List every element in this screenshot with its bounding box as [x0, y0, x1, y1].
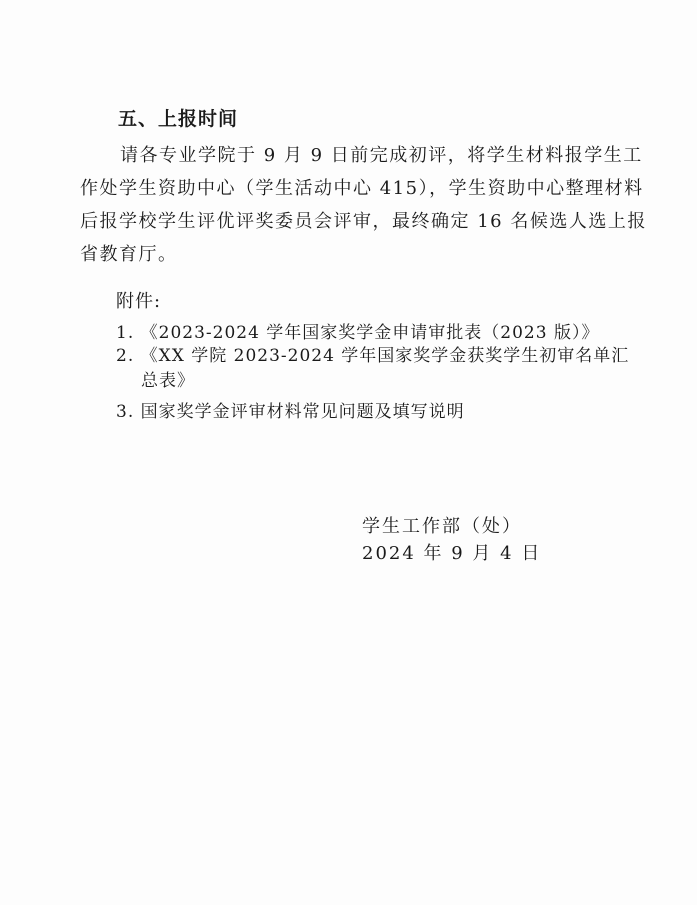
paragraph-line: 作处学生资助中心（学生活动中心 415），学生资助中心整理材料: [80, 178, 644, 199]
signature-department: 学生工作部（处）: [362, 516, 522, 537]
paragraph-line: 请各专业学院于 9 月 9 日前完成初评，将学生材料报学生工: [120, 145, 643, 166]
attachment-item: 2. 《XX 学院 2023-2024 学年国家奖学金获奖学生初审名单汇: [116, 346, 630, 366]
attachment-item: 1. 《2023-2024 学年国家奖学金申请审批表（2023 版）》: [116, 323, 600, 343]
attachment-item-continuation: 总表》: [141, 371, 195, 391]
paragraph-line: 后报学校学生评优评奖委员会评审，最终确定 16 名候选人选上报: [80, 211, 647, 232]
signature-date: 2024 年 9 月 4 日: [362, 543, 542, 564]
attachment-item: 3. 国家奖学金评审材料常见问题及填写说明: [116, 402, 465, 422]
section-heading: 五、上报时间: [118, 108, 239, 130]
attachments-label: 附件:: [116, 291, 162, 312]
paragraph-line: 省教育厅。: [80, 244, 178, 265]
